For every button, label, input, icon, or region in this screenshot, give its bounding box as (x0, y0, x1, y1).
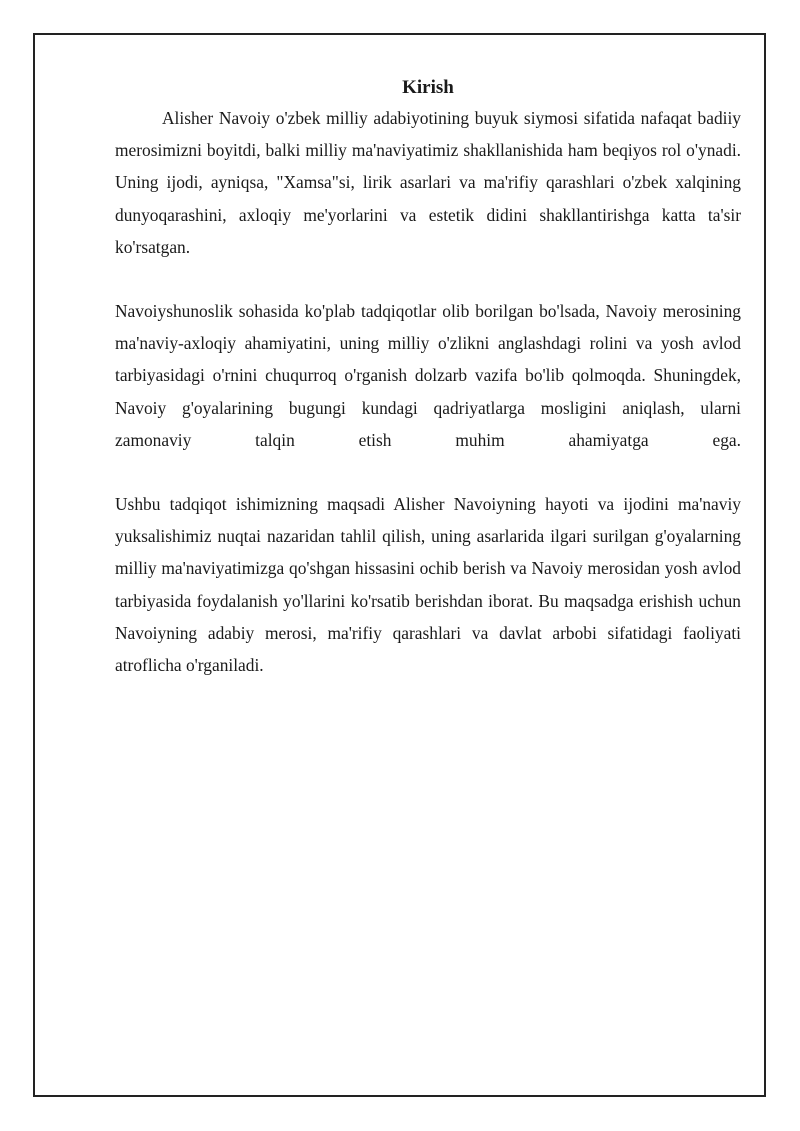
paragraph-3: Ushbu tadqiqot ishimizning maqsadi Alisher Navoiyning hayoti va ijodini ma'naviy yuksalishimiz nuqtai nazaridan tahlil qilish, uning asarlarida ilgari surilgan g'oyalarning milliy ma'naviyatimizga qo'shgan hissasini ochib berish va Navoiy merosidan yosh avlod tarbiyasida foydalanish yo'llarini ko'rsatib berishdan iborat. Bu maqsadga erishish uchun Navoiyning adabiy merosi, ma'rifiy qarashlari va davlat arbobi sifatidagi faoliyati atroflicha o'rganiladi. (115, 494, 741, 676)
document-title: Kirish (402, 77, 454, 98)
paragraph-gap (115, 263, 741, 295)
paragraph-gap (115, 456, 741, 488)
document-body (115, 75, 741, 681)
paragraph-1: Alisher Navoiy o'zbek milliy adabiyotining buyuk siymosi sifatida nafaqat badiiy merosimizni boyitdi, balki milliy ma'naviyatimiz shakllanishida ham beqiyos rol o'ynadi. Uning ijodi, ayniqsa, "Xamsa"si, lirik asarlari va ma'rifiy qarashlari o'zbek xalqining dunyoqarashini, axloqiy me'yorlarini va estetik didini shakllantirishga katta ta'sir ko'rsatgan. (115, 108, 741, 257)
paragraph-2: Navoiyshunoslik sohasida ko'plab tadqiqotlar olib borilgan bo'lsada, Navoiy merosining ma'naviy-axloqiy ahamiyatini, uning milliy o'zlikni anglashdagi rolini va yosh avlod tarbiyasidagi o'rnini chuqurroq o'rganish dolzarb vazifa bo'lib qolmoqda. Shuningdek, Navoiy g'oyalarining bugungi kundagi qadriyatlarga mosligini aniqlash, ularni zamonaviy talqin etish muhim ahamiyatga ega. (115, 301, 741, 450)
